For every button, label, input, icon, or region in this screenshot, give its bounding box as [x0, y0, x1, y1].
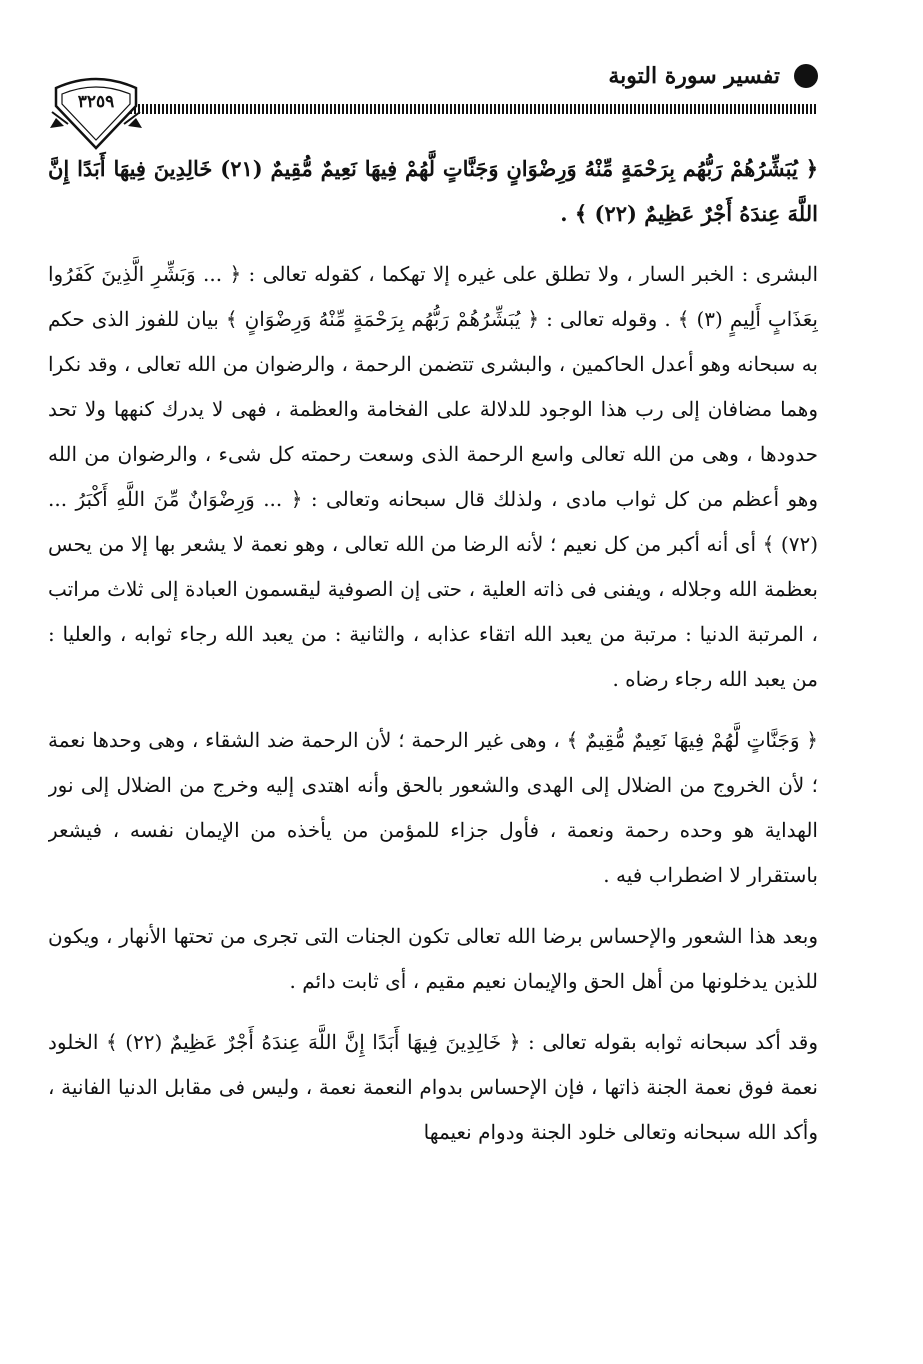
commentary-paragraph: وبعد هذا الشعور والإحساس برضا الله تعالى تكون الجنات التى تجرى من تحتها الأنهار ، ويكون للذين يدخلونها من أهل الحق والإيمان نعيم مقيم ، أى ثابت دائم .: [48, 924, 818, 993]
header-rule: [118, 104, 818, 114]
title-row: [608, 56, 818, 96]
commentary-paragraph: ﴿ وَجَنَّاتٍ لَّهُمْ فِيهَا نَعِيمٌ مُّقِيمٌ ﴾ ، وهى غير الرحمة ؛ لأن الرحمة ضد الشقاء ، وهى وحدها نعمة ؛ لأن الخروج من الضلال إلى الهدى والشعور بالحق وأنه اهتدى إليه وخرج من الضلال إلى نور الهداية هو وحده رحمة ونعمة ، فأول جزاء للمؤمن من يأخذه من الإيمان نفسه ، فيشعر باستقرار لا اضطراب فيه .: [48, 728, 818, 887]
commentary-paragraph: وقد أكد سبحانه ثوابه بقوله تعالى : ﴿ خَالِدِينَ فِيهَا أَبَدًا إِنَّ اللَّهَ عِندَهُ أَجْرٌ عَظِيمٌ (٢٢) ﴾ الخلود نعمة فوق نعمة الجنة ذاتها ، فإن الإحساس بدوام النعمة نعمة ، وليس فى مقابل الدنيا الفانية ، وأكد الله سبحانه وتعالى خلود الجنة ودوام نعيمها: [48, 1030, 818, 1144]
main-text: [48, 146, 818, 1351]
page-header: [48, 48, 818, 144]
commentary-paragraph: البشرى : الخبر السار ، ولا تطلق على غيره إلا تهكما ، كقوله تعالى : ﴿ ... وَبَشِّرِ الَّذِينَ كَفَرُوا بِعَذَابٍ أَلِيمٍ (٣) ﴾ . وقوله تعالى : ﴿ يُبَشِّرُهُمْ رَبُّهُم بِرَحْمَةٍ مِّنْهُ وَرِضْوَانٍ ﴾ بيان للفوز الذى حكم به سبحانه وهو أعدل الحاكمين ، والبشرى تتضمن الرحمة ، والرضوان من الله تعالى ، وقد نكرا وهما مضافان إلى رب هذا الوجود للدلالة على الفخامة والعظمة ، فهى لا يدرك كنهها ولا تحد حدودها ، وهى من الله تعالى واسع الرحمة الذى وسعت رحمته كل شىء ، والرضوان من الله وهو أعظم من كل ثواب مادى ، ولذلك قال سبحانه وتعالى : ﴿ ... وَرِضْوَانٌ مِّنَ اللَّهِ أَكْبَرُ ... (٧٢) ﴾ أى أنه أكبر من كل نعيم ؛ لأنه الرضا من الله تعالى ، وهو نعمة لا يشعر بها إلا من يحس بعظمة الله وجلاله ، ويفنى فى ذاته العلية ، حتى إن الصوفية ليقسمون العبادة إلى ثلاث مراتب ، المرتبة الدنيا : مرتبة من يعبد الله اتقاء عذابه ، والثانية : من يعبد الله رجاء ثوابه ، والعليا : من يعبد الله رجاء رضاه .: [48, 262, 818, 691]
quran-verse-paragraph: ﴿ يُبَشِّرُهُمْ رَبُّهُم بِرَحْمَةٍ مِّنْهُ وَرِضْوَانٍ وَجَنَّاتٍ لَّهُمْ فِيهَا نَعِيمٌ مُّقِيمٌ (٢١) خَالِدِينَ فِيهَا أَبَدًا إِنَّ اللَّهَ عِندَهُ أَجْرٌ عَظِيمٌ (٢٢) ﴾ .: [48, 156, 818, 226]
page-number: ٣٢٥٩: [77, 92, 115, 112]
running-title: تفسير سورة التوبة: [608, 63, 780, 89]
page-number-badge: [48, 60, 144, 156]
ornament-icon: [794, 64, 818, 88]
